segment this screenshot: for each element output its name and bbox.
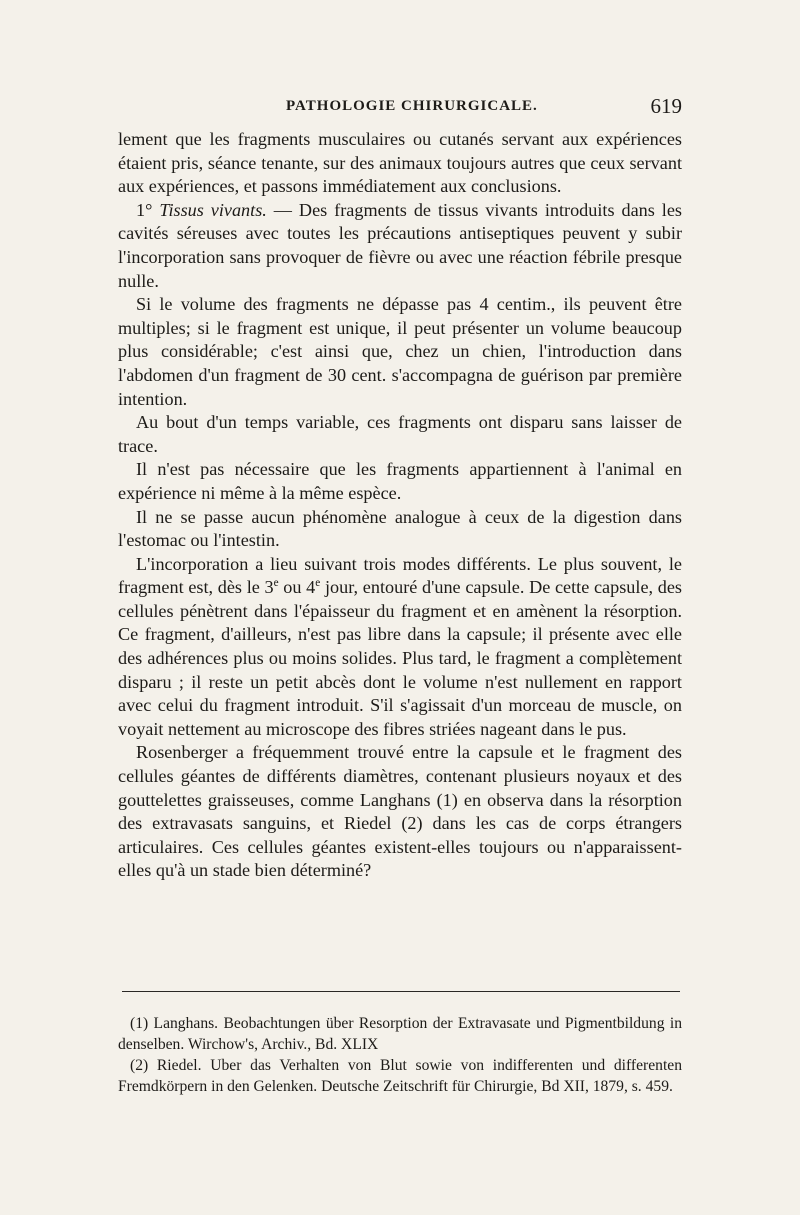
footnote: (2) Riedel. Uber das Verhalten von Blut sowie von indifferenten und differenten Fremdkörpern in den Gelenken. Deutsche Zeitschrift für Chirurgie, Bd XII, 1879, s. 459.	[118, 1057, 682, 1095]
paragraph	[118, 411, 682, 458]
paragraph-text: L'incorporation a lieu suivant trois modes différents. Le plus souvent, le fragment est, dès le 3	[118, 553, 682, 598]
paragraph	[118, 458, 682, 505]
paragraph-text: jour, entouré d'une capsule. De cette capsule, des cellules pénètrent dans l'épaisseur du fragment et en amènent la résorption. Ce fragment, d'ailleurs, n'est pas libre dans la capsule; il présente avec elle des adhérences plus ou moins solides. Plus tard, le fragment a complètement disparu ; il reste un petit abcès dont le volume n'est nullement en rapport avec celui du fragment introduit. S'il s'agissait d'un morceau de muscle, on voyait nettement au microscope des fibres striées nageant dans le pus.	[118, 577, 683, 739]
paragraph	[118, 293, 682, 411]
paragraph-text: Au bout d'un temps variable, ces fragments ont disparu sans laisser de trace.	[118, 412, 682, 456]
footnote: (1) Langhans. Beobachtungen über Resorption der Extravasate und Pigmentbildung in denselben. Wirchow's, Archiv., Bd. XLIX	[118, 1015, 682, 1053]
paragraph-text: Si le volume des fragments ne dépasse pas 4 centim., ils peuvent être multiples; si le fragment est unique, il peut présenter un volume beaucoup plus considérable; c'est ainsi que, chez un chien, l'introduction dans l'abdomen d'un fragment de 30 cent. s'accompagna de guérison par première intention.	[118, 294, 682, 409]
paragraph-text: — Des fragments de tissus vivants introduits dans les cavités séreuses avec toutes les précautions antiseptiques peuvent y subir l'incorporation sans provoquer de fièvre ou avec une réaction fébrile presque nulle.	[118, 199, 682, 291]
paragraph	[118, 741, 682, 883]
running-head: PATHOLOGIE CHIRURGICALE.	[286, 98, 538, 114]
paragraph	[118, 128, 682, 199]
page-number: 619	[650, 94, 682, 118]
footnote-divider	[122, 991, 680, 992]
paragraph-lead: 1°	[136, 199, 160, 220]
ordinal-superscript: e	[315, 577, 321, 590]
paragraph-text: Il n'est pas nécessaire que les fragments appartiennent à l'animal en expérience ni même à la même espèce.	[118, 459, 682, 503]
page-header	[118, 94, 682, 124]
paragraph	[118, 506, 682, 553]
section-heading-italic: Tissus vivants.	[159, 199, 267, 220]
paragraph	[118, 199, 682, 293]
ordinal-superscript: e	[273, 577, 279, 590]
paragraph-text: Rosenberger a fréquemment trouvé entre la capsule et le fragment des cellules géantes de différents diamètres, contenant plusieurs noyaux et des gouttelettes graisseuses, comme Langhans (1) en observa dans la résorption des extravasats sanguins, et Riedel (2) dans les cas de corps étrangers articulaires. Ces cellules géantes existent-elles toujours ou n'apparaissent-elles qu'à un stade bien déterminé?	[118, 742, 682, 881]
paragraph-text: lement que les fragments musculaires ou cutanés servant aux expériences étaient pris, séance tenante, sur des animaux toujours autres que ceux servant aux expériences, et passons immédiatement aux conclusions.	[118, 129, 682, 197]
paragraph	[118, 553, 682, 742]
paragraph-text: ou 4	[278, 577, 316, 598]
footnotes	[118, 1013, 682, 1097]
body-text	[118, 128, 682, 883]
paragraph-text: Il ne se passe aucun phénomène analogue à ceux de la digestion dans l'estomac ou l'intestin.	[118, 506, 682, 551]
